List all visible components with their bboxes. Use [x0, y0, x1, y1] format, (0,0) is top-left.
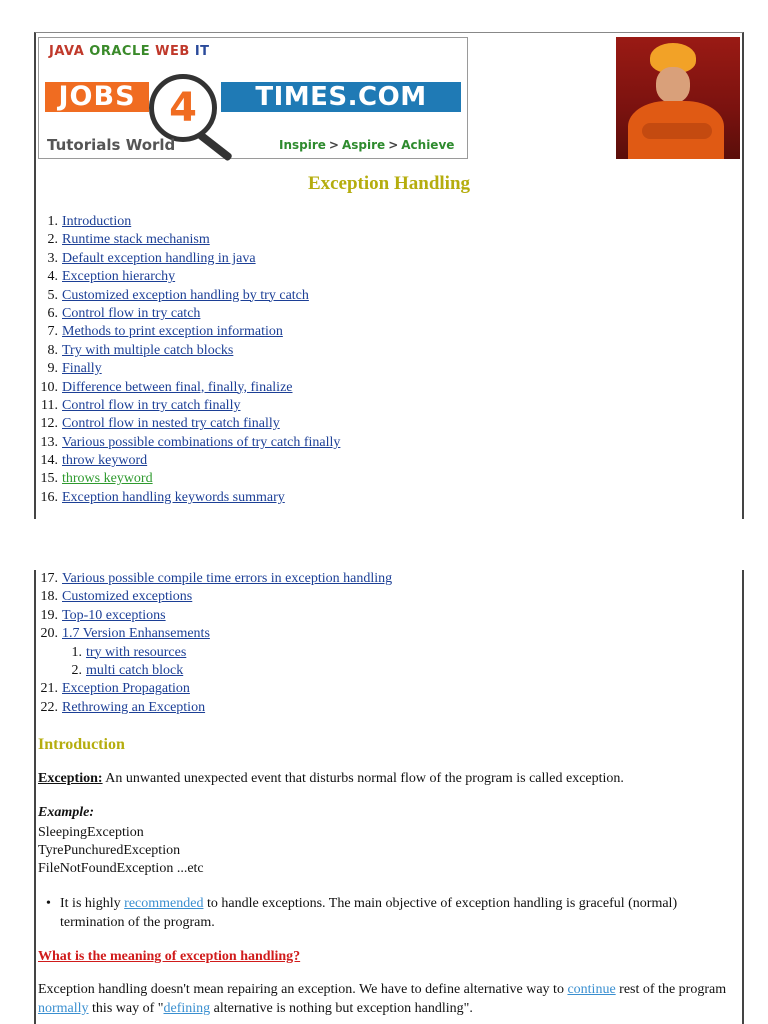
toc-item	[36, 305, 736, 323]
toc-link[interactable]: throw keyword	[62, 453, 148, 469]
toc-subitem	[36, 644, 736, 662]
toc-number: 7.	[47, 324, 58, 340]
answer-text-d: alternative is nothing but exception handling".	[210, 1001, 473, 1016]
toc-number: 8.	[47, 342, 58, 358]
answer-paragraph	[38, 980, 738, 1018]
toc-link-introduction[interactable]: Introduction	[62, 214, 132, 229]
toc-link[interactable]: Default exception handling in java	[62, 250, 256, 266]
bullet-text-a: It is highly	[60, 896, 125, 911]
toc-number: 10.	[40, 379, 58, 395]
toc-item	[36, 570, 736, 588]
toc-link[interactable]: Customized exceptions	[62, 589, 193, 605]
banner-tagline	[49, 44, 210, 59]
toc-item	[36, 342, 736, 360]
example-item: FileNotFoundException ...etc	[38, 861, 204, 876]
toc-number: 16.	[40, 489, 58, 505]
tag-it: IT	[194, 44, 210, 59]
toc-link-visited[interactable]: throws keyword	[62, 471, 153, 487]
defining-link[interactable]: defining	[163, 1001, 211, 1016]
toc-link[interactable]: Top-10 exceptions	[62, 607, 166, 623]
toc-number: 1.	[47, 214, 58, 229]
motto-aspire: Aspire	[341, 138, 386, 152]
toc-number: 6.	[47, 305, 58, 321]
site-banner	[38, 37, 468, 159]
page-1	[34, 32, 744, 519]
page-2	[34, 570, 744, 1024]
toc-item	[36, 323, 736, 341]
toc-item	[36, 680, 736, 698]
section-heading-introduction: Introduction	[38, 736, 125, 753]
question-heading: What is the meaning of exception handling?	[38, 949, 301, 964]
toc-item	[36, 489, 736, 507]
toc-link[interactable]: Methods to print exception information	[62, 324, 283, 340]
toc-item	[36, 588, 736, 606]
toc-item	[36, 434, 736, 452]
toc-number: 2.	[47, 232, 58, 248]
toc-item	[36, 397, 736, 415]
toc-item	[36, 699, 736, 717]
toc-number: 9.	[47, 361, 58, 377]
recommended-link[interactable]: recommended	[124, 896, 204, 911]
logo-jobs: JOBS	[45, 82, 149, 112]
toc-link[interactable]: Various possible compile time errors in exception handling	[62, 571, 393, 586]
tag-web: WEB	[155, 44, 190, 59]
logo-times: TIMES.COM	[221, 82, 461, 112]
answer-text-a: Exception handling doesn't mean repairing an exception. We have to define alternative way to	[38, 982, 568, 997]
toc-item	[36, 213, 736, 231]
tag-java: JAVA	[49, 44, 85, 59]
toc-link[interactable]: Rethrowing an Exception	[62, 699, 206, 715]
portrait-face	[656, 67, 690, 103]
answer-text-c: this way of "	[88, 1001, 164, 1016]
toc-link[interactable]: Control flow in nested try catch finally	[62, 416, 280, 432]
toc-link[interactable]: Exception handling keywords summary	[62, 489, 285, 505]
toc-item	[36, 379, 736, 397]
toc-item	[36, 607, 736, 625]
page-title: Exception Handling	[307, 173, 471, 194]
motto-sep: >	[388, 138, 399, 152]
magnifier-icon: 4	[149, 74, 217, 142]
definition-text: An unwanted unexpected event that disturbs normal flow of the program is called exception.	[102, 771, 624, 786]
toc-link[interactable]: Try with multiple catch blocks	[62, 342, 234, 358]
toc-link[interactable]: multi catch block	[86, 662, 184, 678]
toc-number: 4.	[47, 269, 58, 285]
portrait-image	[616, 37, 740, 159]
toc-link[interactable]: Control flow in try catch finally	[62, 397, 241, 413]
toc-link[interactable]: Finally	[62, 361, 102, 377]
definition-paragraph	[38, 770, 738, 788]
tag-oracle: ORACLE	[89, 44, 151, 59]
toc-subitem	[36, 662, 736, 680]
toc-number: 15.	[40, 471, 58, 487]
toc-item	[36, 415, 736, 433]
table-of-contents-continued	[36, 570, 736, 717]
toc-link[interactable]: Various possible combinations of try catch finally	[62, 434, 341, 450]
toc-number: 5.	[47, 287, 58, 303]
answer-text-b: rest of the program	[615, 982, 727, 997]
toc-link[interactable]: Exception hierarchy	[62, 269, 176, 285]
toc-link[interactable]: Exception Propagation	[62, 681, 190, 697]
toc-number: 21.	[40, 681, 58, 697]
bullet-icon: •	[46, 896, 51, 911]
toc-number: 18.	[40, 589, 58, 605]
toc-number: 19.	[40, 607, 58, 623]
toc-number: 22.	[40, 699, 58, 715]
toc-item	[36, 287, 736, 305]
toc-link[interactable]: 1.7 Version Enhansements	[62, 626, 210, 642]
bullet-item	[46, 894, 736, 932]
toc-number: 17.	[40, 571, 58, 586]
toc-number: 2.	[71, 662, 82, 678]
toc-number: 13.	[40, 434, 58, 450]
toc-link[interactable]: Customized exception handling by try catch	[62, 287, 309, 303]
portrait-arms	[642, 123, 712, 139]
toc-item	[36, 268, 736, 286]
toc-item	[36, 625, 736, 643]
toc-link[interactable]: try with resources	[86, 644, 187, 660]
toc-number: 1.	[71, 644, 82, 660]
toc-item	[36, 231, 736, 249]
banner-subtitle: Tutorials World	[47, 136, 176, 154]
normally-link[interactable]: normally	[38, 1001, 89, 1016]
example-item: TyrePunchuredException	[38, 843, 181, 858]
banner-motto	[279, 138, 454, 152]
toc-number: 11.	[41, 397, 58, 413]
toc-link[interactable]: Runtime stack mechanism	[62, 232, 210, 248]
toc-number: 14.	[40, 453, 58, 469]
motto-achieve: Achieve	[401, 138, 455, 152]
definition-term: Exception:	[38, 771, 103, 786]
example-list	[38, 824, 204, 878]
toc-item	[36, 360, 736, 378]
toc-item	[36, 470, 736, 488]
toc-link[interactable]: Control flow in try catch	[62, 305, 201, 321]
toc-item	[36, 250, 736, 268]
toc-number: 3.	[47, 250, 58, 266]
toc-number: 12.	[40, 416, 58, 432]
bullet-text	[60, 894, 736, 932]
continue-link[interactable]: continue	[567, 982, 616, 997]
toc-number: 20.	[40, 626, 58, 642]
table-of-contents	[36, 213, 736, 507]
toc-link[interactable]: Difference between final, finally, finalize	[62, 379, 293, 395]
motto-sep: >	[328, 138, 339, 152]
example-label: Example:	[38, 805, 94, 820]
toc-item	[36, 452, 736, 470]
example-item: SleepingException	[38, 825, 144, 840]
bullet-text-b: to handle exceptions. The main objective of exception handling is graceful (normal) termination of the program.	[60, 896, 678, 930]
motto-inspire: Inspire	[279, 138, 326, 152]
